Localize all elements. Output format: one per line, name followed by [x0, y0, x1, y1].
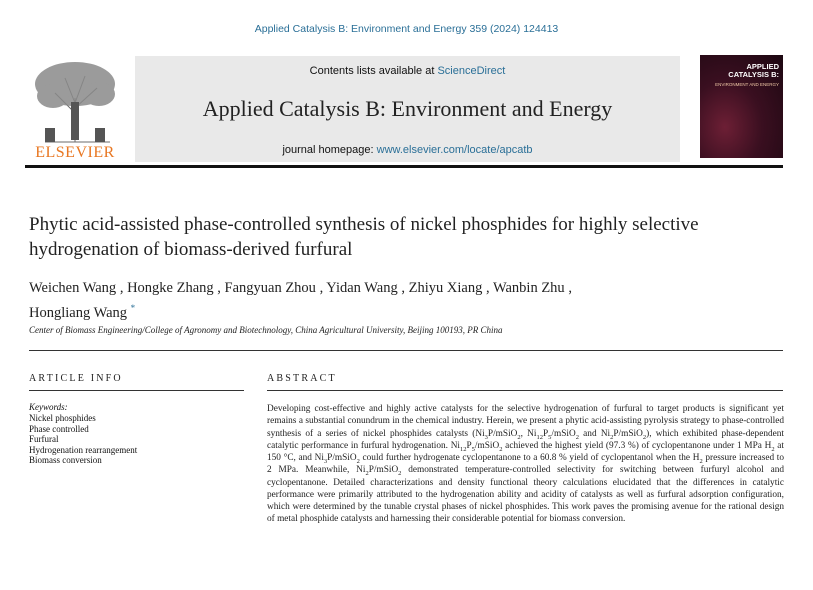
sciencedirect-link[interactable]: ScienceDirect	[437, 65, 506, 77]
abstract-body: Developing cost-effective and highly active catalysts for the selective hydrogenation of furfural to target products is significant yet remains a substantial conundrum in the chemical industry. Herein, we present a phytic acid-assisting pyrolysis strategy to phase-controlled synthesis of a series of nickel phosphides catalysts ($Ni_3P/mSiO_2$, $Ni_{12}P_5/mSiO_2$ and $Ni_2P/mSiO_2$), which exhibited phase-dependent catalytic performance in furfural hydrogenation. $Ni_{12}P_5/mSiO_2$ achieved the highest yield (97.3 %) of cyclopentanone under 1 MPa $H_2$ at 150 °C, and $Ni_3P/mSiO_2$ could further hydrogenate cyclopentanone to a 60.8 % yield of cyclopentanol when the $H_2$ pressure increased to 2 MPa. Meanwhile, $Ni_2P/mSiO_2$ demonstrated temperature-controlled selectivity for switching between furfuryl alcohol and cyclopentanone. Detailed characterizations and density functional theory calculations elucidated that the differences in catalytic performance were primarily attributed to the hydrogenation ability and acidity of catalysts as well as furfural adsorption configuration, which were determined by the tunable crystal phases of nickel phosphides. This work paves the promising avenue for the rational design of metal phosphide catalysts and harnessing their considerable potential for biomass conversion.	[267, 404, 785, 525]
article-info-divider	[29, 390, 244, 391]
author-name[interactable]: Fangyuan Zhou	[224, 280, 316, 296]
author-name[interactable]: Hongke Zhang	[127, 280, 214, 296]
homepage-prefix: journal homepage:	[282, 144, 377, 156]
keyword-list	[29, 413, 137, 466]
keyword-item: Biomass conversion	[29, 455, 102, 466]
affiliation: Center of Biomass Engineering/College of Agronomy and Biotechnology, China Agricultural University, Beijing 100193, PR China	[29, 325, 503, 335]
cover-subtitle: ENVIRONMENT AND ENERGY	[715, 82, 779, 87]
article-info-heading: ARTICLE INFO	[29, 373, 123, 384]
keyword-item: Furfural	[29, 434, 59, 445]
author-name[interactable]: Zhiyu Xiang	[408, 280, 483, 296]
keyword-item: Phase controlled	[29, 423, 89, 434]
journal-title[interactable]: Applied Catalysis B: Environment and Energy	[202, 96, 613, 121]
elsevier-tree-icon	[25, 58, 125, 144]
article-title: Phytic acid-assisted phase-controlled synthesis of nickel phosphides for highly selective hydrogenation of biomass-derived furfural	[29, 214, 699, 260]
journal-citation[interactable]: Applied Catalysis B: Environment and Energy 359 (2024) 124413	[254, 23, 559, 35]
author-list: Weichen Wang , Hongke Zhang , Fangyuan Zhou , Yidan Wang , Zhiyu Xiang , Wanbin Zhu , Hongliang Wang *	[29, 280, 572, 321]
affiliation-divider	[29, 350, 783, 351]
homepage-link[interactable]: www.elsevier.com/locate/apcatb	[376, 144, 533, 156]
author-name[interactable]: Wanbin Zhu	[492, 280, 565, 296]
journal-cover-image[interactable]	[700, 55, 783, 158]
author-name[interactable]: Hongliang Wang	[29, 304, 128, 321]
cover-title: APPLIED CATALYSIS B:	[728, 62, 779, 79]
abstract-divider	[267, 390, 783, 391]
contents-line	[135, 65, 680, 77]
elsevier-logo	[25, 58, 125, 162]
contents-prefix: Contents lists available at	[309, 65, 438, 77]
publisher-name: ELSEVIER	[35, 144, 115, 161]
journal-homepage-line	[135, 144, 680, 156]
abstract-heading: ABSTRACT	[267, 373, 337, 384]
header-divider	[25, 165, 783, 168]
keyword-item: Nickel phosphides	[29, 413, 96, 423]
keyword-item: Hydrogenation rearrangement	[29, 444, 138, 455]
keywords-label: Keywords:	[29, 402, 68, 412]
corresponding-author-mark[interactable]: *	[130, 303, 136, 313]
author-name[interactable]: Weichen Wang	[29, 280, 117, 296]
author-name[interactable]: Yidan Wang	[326, 280, 398, 296]
